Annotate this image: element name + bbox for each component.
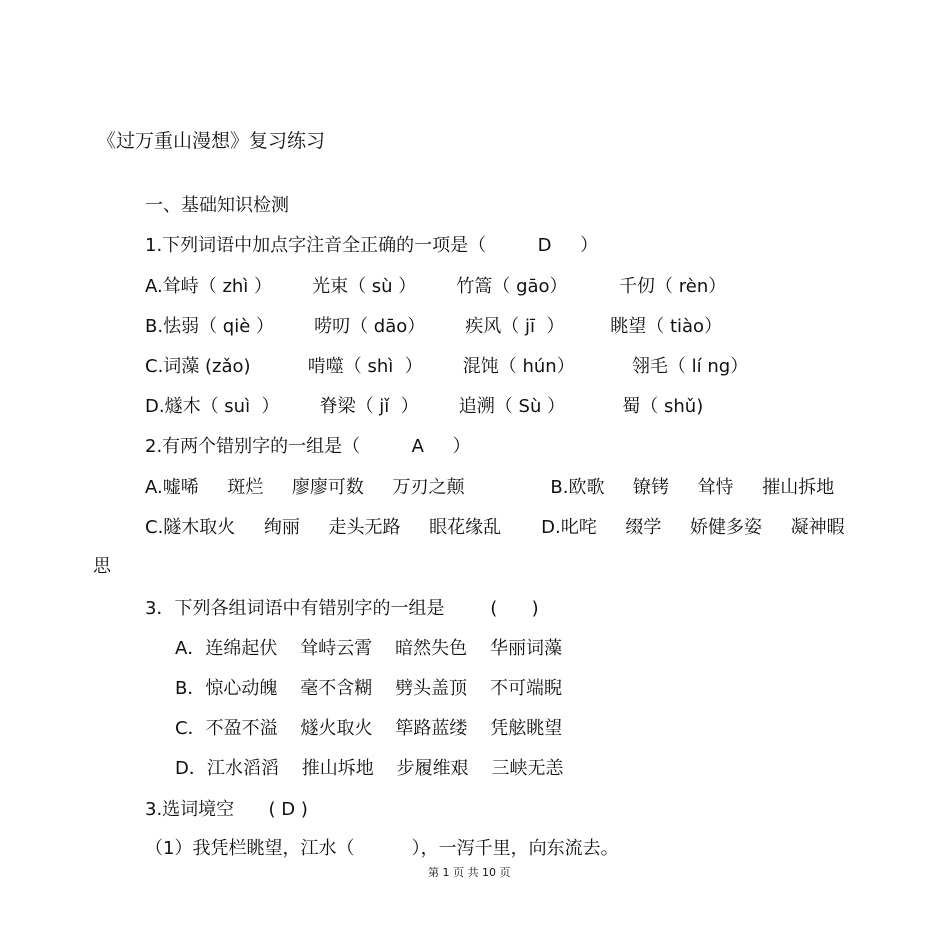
question-1-option-b: B.怯弱（ qiè ） 唠叨（ dāo） 疾风（ jī ） 眺望（ tiào） (145, 316, 723, 337)
question-1-option-a: A.耸峙（ zhì ） 光束（ sù ） 竹篙（ gāo） 千仞（ rèn） (145, 276, 727, 297)
question-3-option-a: A．连绵起伏 耸峙云霄 暗然失色 华丽词藻 (175, 638, 562, 659)
question-3-option-d: D．江水滔滔 推山坼地 步履维艰 三峡无恙 (175, 758, 564, 779)
question-2-row-1: A.嘘唏 斑烂 廖廖可数 万刃之颠 B.欧歌 镣铐 耸恃 摧山拆地 (145, 477, 835, 498)
question-1-option-c: C.词藻 (zǎo) 啃噬（ shì ） 混饨（ hún） 翎毛（ lí ng） (145, 356, 749, 377)
question-1-stem: 1.下列词语中加点字注音全正确的一项是（ D ） (145, 235, 599, 256)
question-3-stem: 3．下列各组词语中有错别字的一组是 ( ) (145, 598, 539, 619)
question-2-row-2: C.隧木取火 绚丽 走头无路 眼花缘乱 D.叱咤 缀学 娇健多姿 凝神暇 (145, 517, 845, 538)
question-2-stem: 2.有两个错别字的一组是（ A ） (145, 436, 471, 457)
question-3-option-c: C．不盈不溢 燧火取火 筚路蓝缕 凭舷眺望 (175, 718, 563, 739)
section-heading: 一、基础知识检测 (145, 195, 289, 216)
page-footer: 第 1 页 共 10 页 (428, 866, 511, 879)
question-4-item-1: （1）我凭栏眺望，江水（ ），一泻千里，向东流去。 (145, 838, 619, 859)
question-1-option-d: D.燧木（ suì ） 脊梁（ jǐ ） 追溯（ Sù ） 蜀（ shǔ) (145, 396, 704, 417)
question-2-row-2-wrap: 思 (93, 556, 111, 577)
question-4-stem: 3.选词境空 ( D ) (145, 799, 308, 820)
question-3-option-b: B．惊心动魄 毫不含糊 劈头盖顶 不可端睨 (175, 678, 563, 699)
document-title: 《过万重山漫想》复习练习 (97, 130, 326, 152)
